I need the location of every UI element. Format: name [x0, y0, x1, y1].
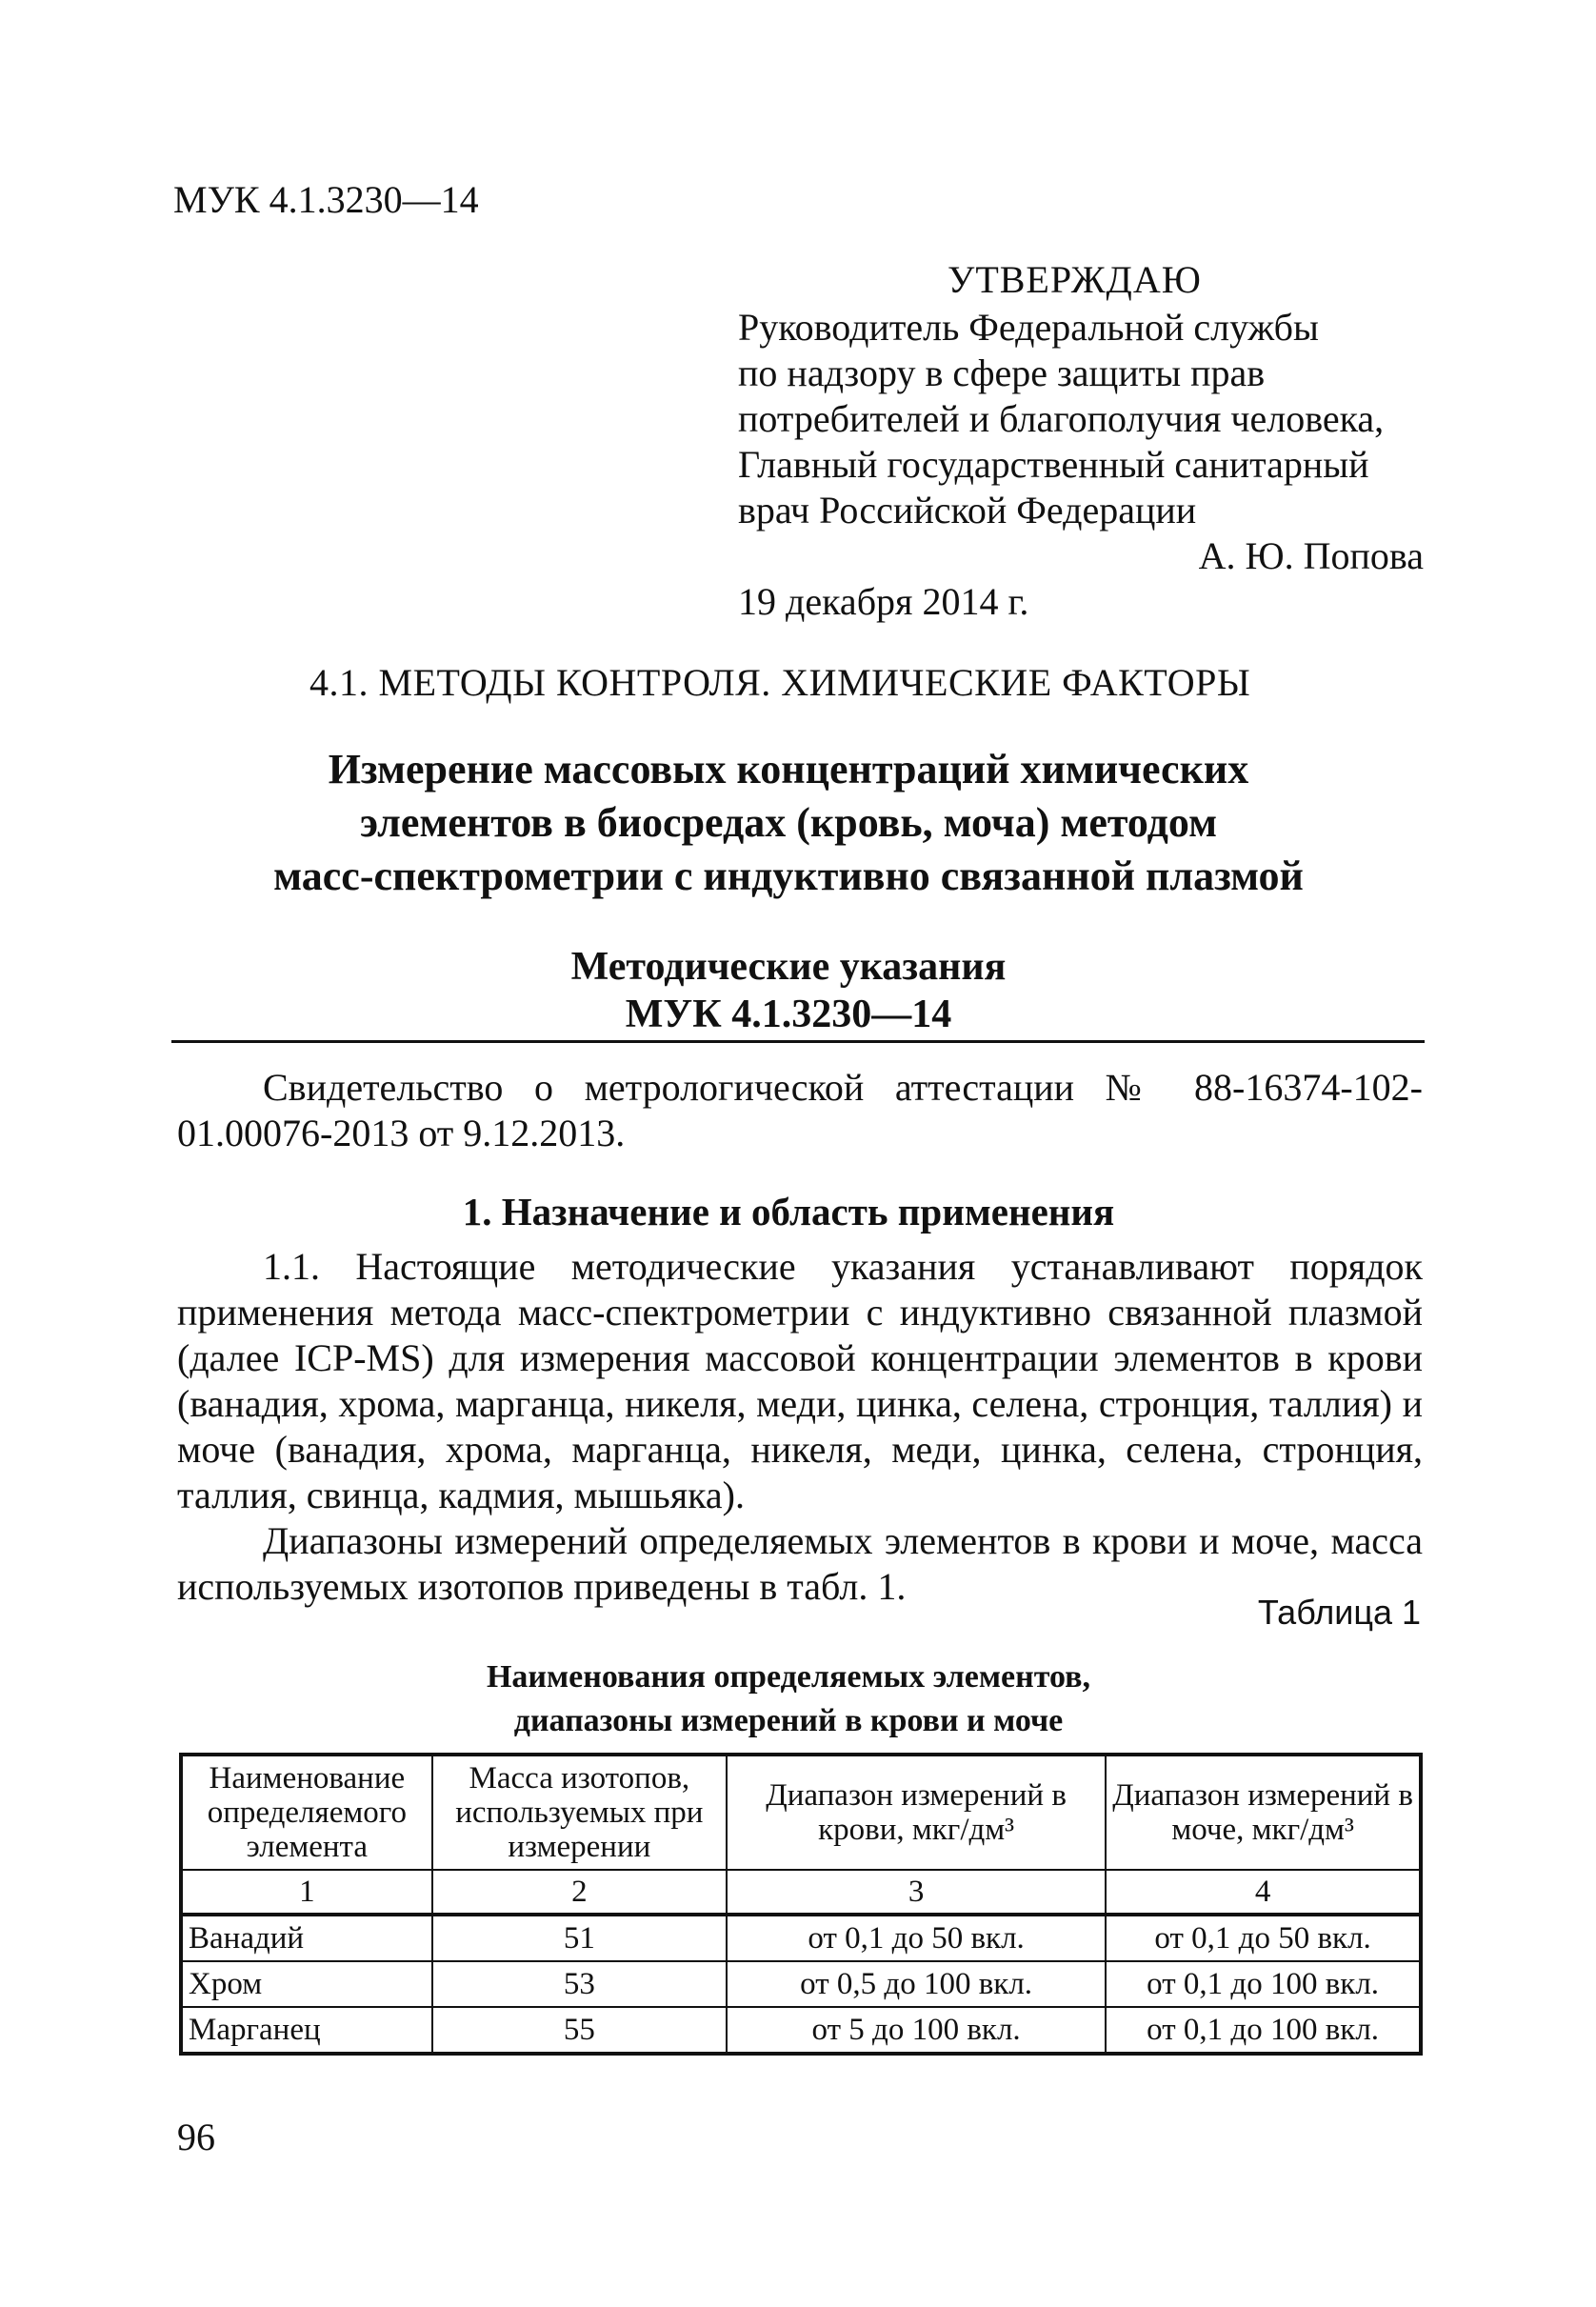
header-element: Наименование определяемого элемента	[181, 1755, 432, 1870]
header-urine-range: Диапазон измерений в моче, мкг/дм³	[1106, 1755, 1421, 1870]
approval-block	[738, 257, 1424, 625]
cell-urine-range: от 0,1 до 100 вкл.	[1106, 1961, 1421, 2007]
cell-urine-range: от 0,1 до 100 вкл.	[1106, 2007, 1421, 2054]
cell-mass: 51	[432, 1915, 727, 1961]
cell-urine-range: от 0,1 до 50 вкл.	[1106, 1915, 1421, 1961]
approval-line: Главный государственный санитарный	[738, 443, 1369, 486]
document-code: МУК 4.1.3230—14	[173, 178, 479, 221]
elements-table	[179, 1753, 1423, 2056]
cell-blood-range: от 5 до 100 вкл.	[727, 2007, 1106, 2054]
subtitle-line: Методические указания	[570, 945, 1007, 989]
header-blood-range: Диапазон измерений в крови, мкг/дм³	[727, 1755, 1106, 1870]
section-heading: 1. Назначение и область применения	[462, 1190, 1115, 1234]
cell-element: Марганец	[181, 2007, 432, 2054]
horizontal-rule	[171, 1040, 1425, 1043]
certificate-paragraph	[177, 1065, 1423, 1156]
certificate-text: Свидетельство о метрологической аттестации № 88-16374-102-01.00076-2013 от 9.12.2013.	[177, 1066, 1423, 1154]
approval-line: по надзору в сфере защиты прав	[738, 351, 1266, 394]
column-number: 3	[727, 1870, 1106, 1915]
paragraph-1-1: 1.1. Настоящие методические указания устанавливают порядок применения метода масс-спектрометрии с индуктивно связанной плазмой (далее ICP-MS) для измерения массовой концентрации элементов в крови (ванадия, хрома, марганца, никеля, меди, цинка, селена, стронция, таллия) и моче (ванадия, хрома, марганца, никеля, меди, цинка, селена, стронция, таллия, свинца, кадмия, мышьяка).	[177, 1245, 1423, 1516]
table-row	[181, 1915, 1421, 1961]
table-row	[181, 2007, 1421, 2054]
table-row	[181, 1961, 1421, 2007]
table-caption	[152, 1655, 1425, 1743]
column-number: 1	[181, 1870, 432, 1915]
table-label: Таблица 1	[1257, 1593, 1421, 1632]
cell-mass: 55	[432, 2007, 727, 2054]
table-header-row	[181, 1755, 1421, 1870]
approval-signatory: А. Ю. Попова	[1198, 534, 1424, 577]
approval-date: 19 декабря 2014 г.	[738, 580, 1029, 623]
approval-heading: УТВЕРЖДАЮ	[948, 258, 1202, 301]
column-number: 2	[432, 1870, 727, 1915]
title-line: элементов в биосредах (кровь, моча) методом	[359, 799, 1218, 846]
page-number: 96	[177, 2116, 215, 2158]
cell-blood-range: от 0,5 до 100 вкл.	[727, 1961, 1106, 2007]
table-caption-line: диапазоны измерений в крови и моче	[513, 1703, 1064, 1738]
document-subtitle	[152, 943, 1425, 1038]
section-body	[177, 1244, 1423, 1610]
table-caption-line: Наименования определяемых элементов,	[486, 1659, 1090, 1695]
document-title	[152, 743, 1425, 903]
subtitle-line: МУК 4.1.3230—14	[625, 993, 952, 1036]
title-line: Измерение массовых концентраций химических	[328, 746, 1249, 792]
title-line: масс-спектрометрии с индуктивно связанной плазмой	[273, 853, 1304, 899]
cell-blood-range: от 0,1 до 50 вкл.	[727, 1915, 1106, 1961]
header-mass: Масса изотопов, используемых при измерении	[432, 1755, 727, 1870]
approval-line: Руководитель Федеральной службы	[738, 306, 1319, 349]
section-caption: 4.1. МЕТОДЫ КОНТРОЛЯ. ХИМИЧЕСКИЕ ФАКТОРЫ	[309, 661, 1251, 704]
approval-line: потребителей и благополучия человека,	[738, 397, 1385, 440]
paragraph-ranges: Диапазоны измерений определяемых элементов в крови и моче, масса используемых изотопов приведены в табл. 1.	[177, 1519, 1423, 1608]
column-number: 4	[1106, 1870, 1421, 1915]
cell-element: Хром	[181, 1961, 432, 2007]
approval-line: врач Российской Федерации	[738, 489, 1197, 532]
table-column-numbers	[181, 1870, 1421, 1915]
cell-element: Ванадий	[181, 1915, 432, 1961]
cell-mass: 53	[432, 1961, 727, 2007]
